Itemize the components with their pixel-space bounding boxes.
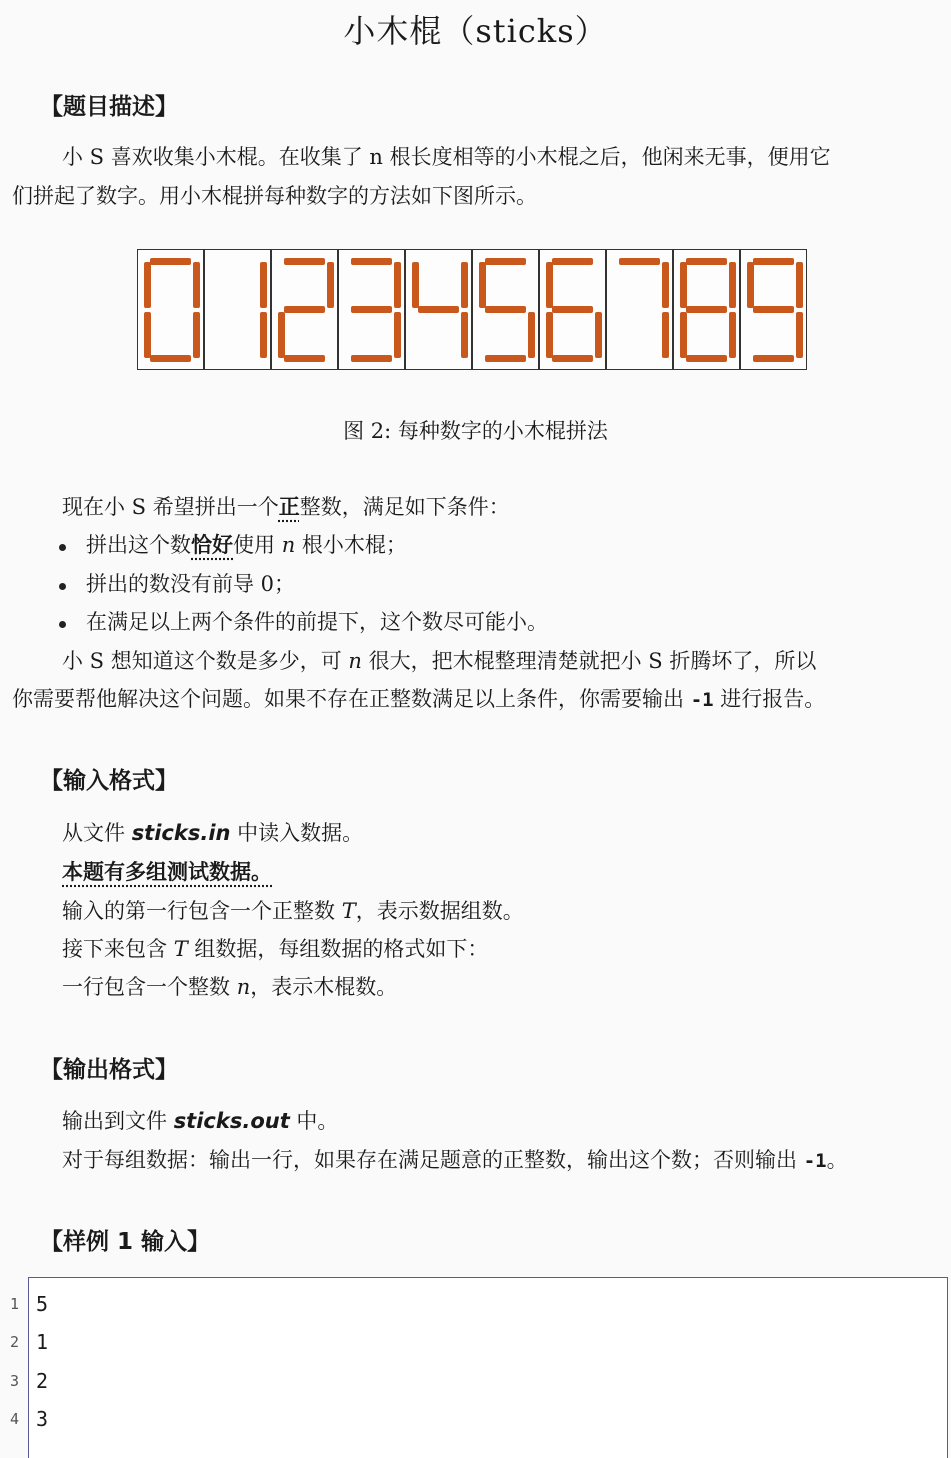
output-l1-a: 输出到文件 <box>62 1109 174 1133</box>
digit-0 <box>137 249 204 370</box>
input-l4-T: T <box>173 937 188 961</box>
stick-segment <box>729 312 736 358</box>
input-l5-n: n <box>236 975 251 999</box>
stick-segment <box>150 258 191 265</box>
input-format-heading: 【输入格式】 <box>40 768 178 794</box>
line-number: 3 <box>9 1372 19 1390</box>
output-code-minus-one: -1 <box>803 1150 827 1172</box>
input-filename: sticks.in <box>131 821 231 845</box>
input-line-1 <box>62 818 363 848</box>
input-l3-T: T <box>341 899 356 923</box>
stick-segment <box>552 355 593 362</box>
input-l4-b: 组数据，每组数据的格式如下： <box>187 937 489 961</box>
output-filename: sticks.out <box>173 1109 290 1133</box>
stick-segment <box>144 262 151 308</box>
digit-6 <box>539 249 606 370</box>
bullet1-n: n <box>281 533 296 557</box>
stick-segment <box>552 258 593 265</box>
stick-segment <box>753 258 794 265</box>
stick-segment <box>144 312 151 358</box>
bullet-item-1 <box>86 530 407 560</box>
output-format-heading: 【输出格式】 <box>40 1057 178 1083</box>
bullet1-part-a: 拼出这个数 <box>86 533 191 557</box>
stick-segment <box>662 312 669 358</box>
stick-segment <box>351 258 392 265</box>
description-heading: 【题目描述】 <box>40 94 178 120</box>
digit-5 <box>472 249 539 370</box>
stick-segment <box>461 262 468 308</box>
stick-segment <box>284 355 325 362</box>
stick-segment <box>260 262 267 308</box>
stick-segment <box>686 355 727 362</box>
code-line: 5 <box>36 1292 49 1316</box>
stick-segment <box>662 262 669 308</box>
p3-line2-a: 你需要帮他解决这个问题。如果不存在正整数满足以上条件，你需要输出 <box>12 687 691 711</box>
stick-segment <box>680 262 687 308</box>
stick-segment <box>753 355 794 362</box>
line-number: 1 <box>9 1295 19 1313</box>
stick-segment <box>193 262 200 308</box>
digit-3 <box>338 249 405 370</box>
p3-part-a: 小 S 想知道这个数是多少，可 <box>62 649 349 673</box>
stick-segment <box>327 262 334 308</box>
stick-segment <box>418 306 459 313</box>
bullet1-part-b: 使用 <box>233 533 282 557</box>
code-line: 2 <box>36 1369 49 1393</box>
bullet-dot <box>59 621 66 628</box>
bullet-item-2: 拼出的数没有前导 0； <box>86 572 296 596</box>
line-number: 4 <box>9 1410 19 1428</box>
description-p3-line1 <box>62 646 816 676</box>
input-l1-b: 中读入数据。 <box>230 821 364 845</box>
stick-segment <box>528 312 535 358</box>
stick-segment <box>729 262 736 308</box>
input-l3-a: 输入的第一行包含一个正整数 <box>62 899 342 923</box>
stick-segment <box>351 306 392 313</box>
input-line-5 <box>62 972 397 1002</box>
stick-segment <box>284 306 325 313</box>
input-line-2: 本题有多组测试数据。 <box>62 860 272 884</box>
stick-segment <box>552 306 593 313</box>
input-line-4 <box>62 934 488 964</box>
digit-9 <box>740 249 807 370</box>
description-p1-line2: 们拼起了数字。用小木棍拼每种数字的方法如下图所示。 <box>12 184 537 208</box>
stick-segment <box>619 258 660 265</box>
output-l2-b: 。 <box>826 1148 848 1172</box>
input-l5-a: 一行包含一个整数 <box>62 975 237 999</box>
stick-segment <box>394 312 401 358</box>
output-l1-b: 中。 <box>289 1109 339 1133</box>
digit-1 <box>204 249 271 370</box>
p2-emphasis: 正 <box>278 495 300 519</box>
p3-line2-b: 进行报告。 <box>713 687 826 711</box>
stick-segment <box>260 312 267 358</box>
stick-segment <box>753 306 794 313</box>
digit-7 <box>606 249 673 370</box>
stick-segment <box>150 355 191 362</box>
stick-segment <box>796 312 803 358</box>
input-l5-b: ，表示木棍数。 <box>250 975 398 999</box>
stick-segment <box>686 306 727 313</box>
stick-segment <box>796 262 803 308</box>
stick-segment <box>546 312 553 358</box>
p3-part-b: 很大，把木棍整理清楚就把小 S 折腾坏了，所以 <box>361 649 817 673</box>
p3-code-minus-one: -1 <box>690 689 714 711</box>
digit-8 <box>673 249 740 370</box>
bullet1-part-c: 根小木棍； <box>295 533 407 557</box>
stick-segment <box>747 262 754 308</box>
code-line: 3 <box>36 1407 49 1431</box>
sample-input-code-block <box>28 1277 948 1458</box>
bullet1-emphasis: 恰好 <box>191 533 233 557</box>
stick-segment <box>193 312 200 358</box>
stick-segment <box>461 312 468 358</box>
description-p3-line2 <box>12 684 825 715</box>
stick-segment <box>485 306 526 313</box>
bullet-dot <box>59 544 66 551</box>
stick-segment <box>284 258 325 265</box>
code-line: 1 <box>36 1330 49 1354</box>
output-l2-a: 对于每组数据：输出一行，如果存在满足题意的正整数，输出这个数；否则输出 <box>62 1148 804 1172</box>
page-title: 小木棍（sticks） <box>343 12 608 50</box>
stick-segment <box>278 312 285 358</box>
stick-segment <box>680 312 687 358</box>
digit-4 <box>405 249 472 370</box>
input-l3-b: ，表示数据组数。 <box>355 899 524 923</box>
stick-segment <box>485 355 526 362</box>
stick-segment <box>546 262 553 308</box>
stick-segment <box>479 262 486 308</box>
output-line-1 <box>62 1106 338 1136</box>
stick-segment <box>595 312 602 358</box>
input-l4-a: 接下来包含 <box>62 937 174 961</box>
figure-caption: 图 2: 每种数字的小木棍拼法 <box>343 419 608 443</box>
stick-segment <box>351 355 392 362</box>
line-number: 2 <box>9 1333 19 1351</box>
stick-segment <box>412 262 419 308</box>
description-p2 <box>62 492 510 522</box>
bullet-dot <box>59 583 66 590</box>
p2-part-b: 整数，满足如下条件： <box>299 495 510 519</box>
input-line-3 <box>62 896 524 926</box>
sample-input-heading: 【样例 1 输入】 <box>40 1229 211 1255</box>
stick-segment <box>485 258 526 265</box>
p2-part-a: 现在小 S 希望拼出一个 <box>62 495 279 519</box>
stick-segment <box>394 262 401 308</box>
output-line-2 <box>62 1145 848 1176</box>
bullet-item-3: 在满足以上两个条件的前提下，这个数尽可能小。 <box>86 610 548 634</box>
description-p1-line1: 小 S 喜欢收集小木棍。在收集了 n 根长度相等的小木棍之后，他闲来无事，便用它 <box>62 145 831 169</box>
input-l1-a: 从文件 <box>62 821 132 845</box>
stick-segment <box>686 258 727 265</box>
digit-2 <box>271 249 338 370</box>
p3-n: n <box>348 649 362 673</box>
